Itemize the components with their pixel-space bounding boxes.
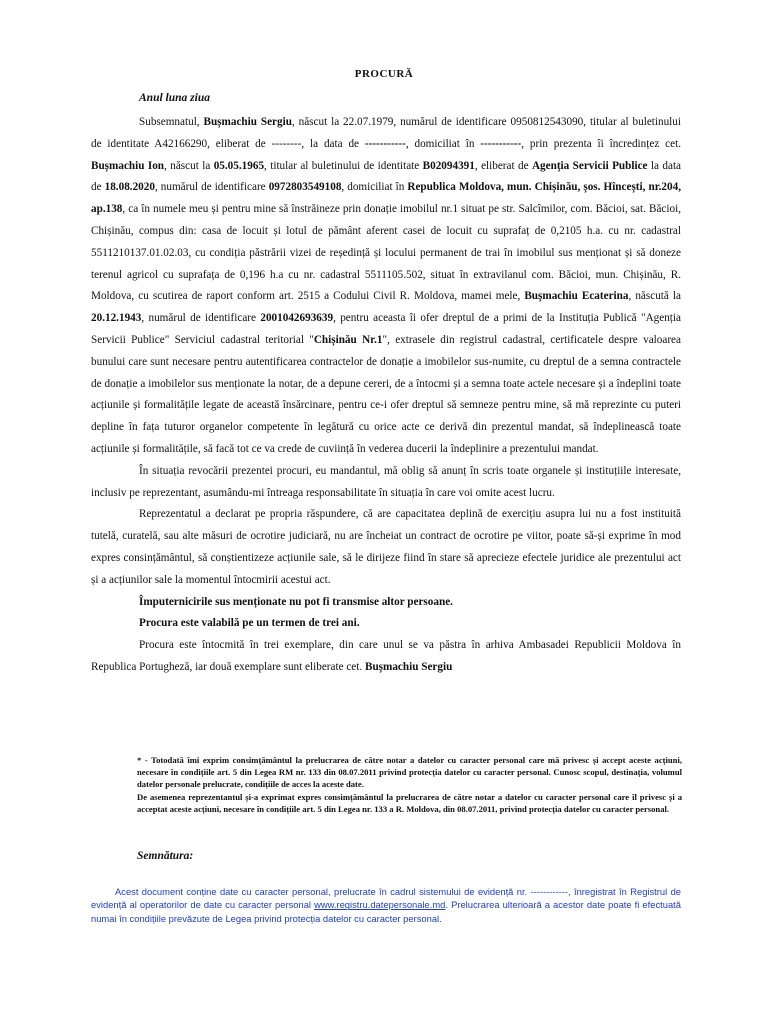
registry-link[interactable]: www.registru.datepersonale.md xyxy=(314,899,446,911)
footnote-mandator-consent: * - Totodată îmi exprim consimțământul la prelucrarea de către notar a datelor cu caracter personal care mă privesc și accept aceste acțiuni, necesare în condițiile art. 5 din Legea RM nr. 133 din 08.07.2011 privind protecția datelor cu caracter personal. Cunosc scopul, destinația, volumul datelor personale prelucrate, condițiile de acces la aceste date. xyxy=(137,755,682,790)
document-title: PROCURĂ xyxy=(354,68,414,80)
paragraph-validity: Procura este valabilă pe un termen de trei ani. xyxy=(139,617,360,630)
document-body xyxy=(91,112,681,679)
paragraph-copies: Procura este întocmită în trei exemplare, din care unul se va păstra în arhiva Ambasadei Republicii Moldova în Republica Portugheză, iar două exemplare sunt eliberate cet. Bușmachiu Sergiu xyxy=(91,639,681,673)
date-placeholder: Anul luna ziua xyxy=(139,92,210,104)
paragraph-mandate: Subsemnatul, Bușmachiu Sergiu, născut la 22.07.1979, numărul de identificare 0950812543090, titular al buletinului de identitate A42166290, eliberat de --------, la data de -----------, domiciliat în -----------, prin prezenta îi încredințez cet. Bușmachiu Ion, născut la 05.05.1965, titular al buletinului de identitate B02094391, eliberat de Agenția Servicii Publice la data de 18.08.2020, numărul de identificare 0972803549108, domiciliat în Republica Moldova, mun. Chișinău, șos. Hîncești, nr.204, ap.138, ca în numele meu și pentru mine să înstrăineze prin donație imobilul nr.1 situat pe str. Salcîmilor, com. Băcioi, sat. Băcioi, Chișinău, compus din: casa de locuit și lotul de pământ aferent casei de locuit cu suprafaț de 0,2105 h.a. cu nr. cadastral 5511210137.01.02.03, cu condiția păstrării vizei de reședință și locului permanent de trai în imobilul sus menționat și să doneze terenul agricol cu suprafața de 0,196 h.a cu nr. cadastral 5511105.502, situat în extravilanul com. Băcioi, mun. Chișinău, R. Moldova, cu scutirea de raport conform art. 2515 a Codului Civil R. Moldova, mamei mele, Bușmachiu Ecaterina, născută la 20.12.1943, numărul de identificare 2001042693639, pentru aceasta îi ofer dreptul de a primi de la Instituția Publică "Agenția Servicii Publice" Serviciul cadastral teritorial "Chișinău Nr.1", extrasele din registrul cadastral, certificatele despre valoarea bunului care sunt necesare pentru autentificarea contractelor de donație a imobilelor sus-numite, cu dreptul de a semna contractele de donație a imobilelor sus menționate la notar, de a depune cereri, de a întocmi și a semna toate actele necesare și a îndeplini toate acțiunile și formalitățile legate de această însărcinare, pentru ce-i ofer dreptul să semneze pentru mine, să mă reprezinte cu puteri depline în fața tuturor organelor competente în legătură cu orice acte ce derivă din prezentul mandat, să îndeplinească toate acțiunile și formalitățile, să facă tot ce va crede de cuviință în vederea ducerii la îndeplinire a prezentului mandat. xyxy=(91,116,682,455)
paragraph-no-transfer: Împuternicirile sus menționate nu pot fi transmise altor persoane. xyxy=(139,595,453,608)
paragraph-revocation: În situația revocării prezentei procuri, eu mandantul, mă oblig să anunț în scris toate organele și instituțiile interesate, inclusiv pe reprezentant, asumându-mi întreaga responsabilitate în situația în care voi omite acest lucru. xyxy=(91,464,681,499)
paragraph-capacity: Reprezentatul a declarat pe propria răspundere, că are capacitatea deplină de exercițiu asupra lui nu a fost instituită tutelă, curatelă, sau alte măsuri de ocrotire judiciară, nu are încheiat un contract de ocrotire pe viitor, poate să-și exprime în mod expres consințământul, să conștientizeze acțiunile sale, să le dirijeze fiind în stare să aprecieze efectele juridice ale prezentului act și a acțiunilor sale la momentul întocmirii acestui act. xyxy=(91,508,681,586)
consent-footnote xyxy=(137,754,682,815)
footnote-representative-consent: De asemenea reprezentantul și-a exprimat expres consimțământul la prelucrarea de către notar a datelor cu caracter personal care îl privesc și a acceptat aceste acțiuni, necesare în condițiile art. 5 din Legea nr. 133 a R. Moldova, din 08.07.2011, privind protecția datelor cu caracter personal. xyxy=(137,791,682,814)
signature-label: Semnătura: xyxy=(137,850,194,862)
data-protection-notice: Acest document conține date cu caracter personal, prelucrate în cadrul sistemului de evidență nr. ------------, înregistrat în Registrul de evidență al operatorilor de date cu caracter personal www.registru.datepersonale.md. Prelucrarea ulterioară a acestor date poate fi efectuată numai în condițiile prevăzute de Legea privind protecția datelor cu caracter personal. xyxy=(91,886,681,924)
